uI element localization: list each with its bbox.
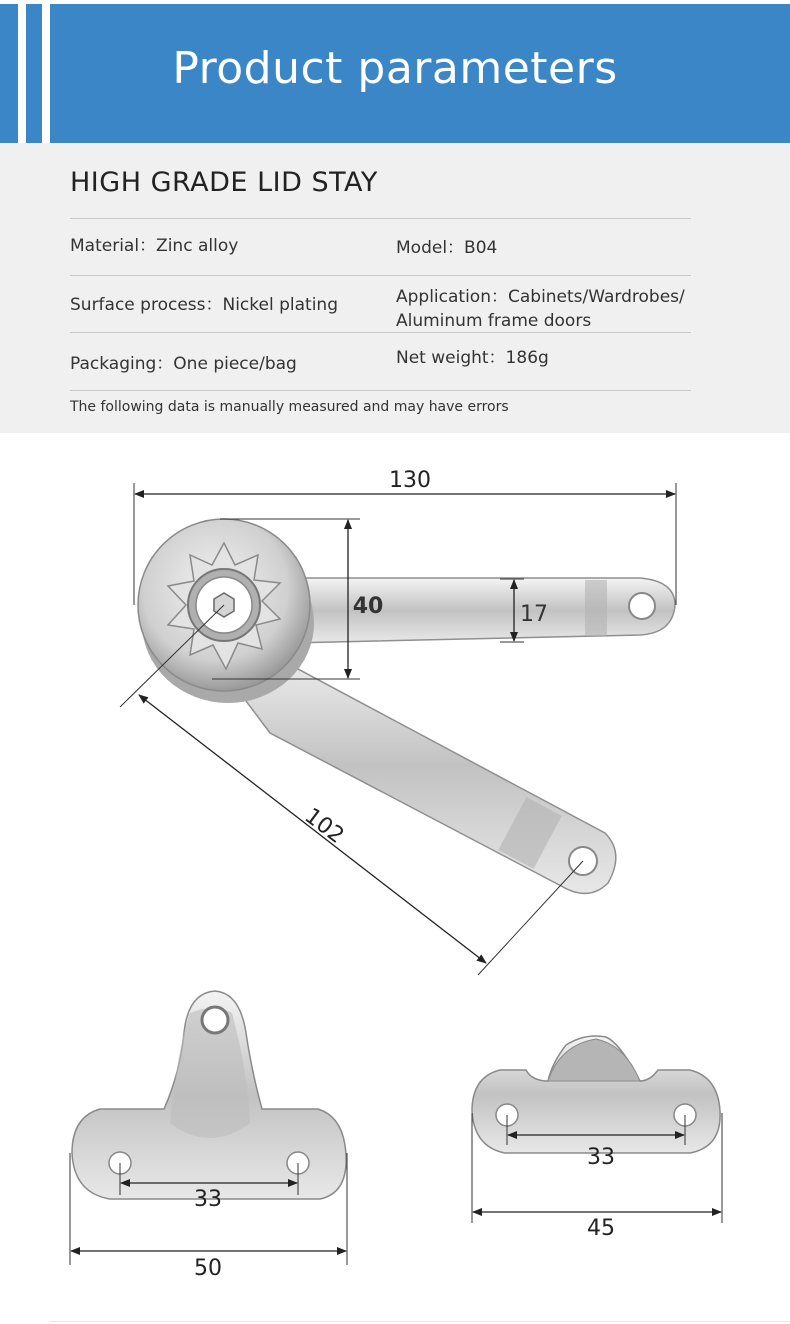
dim-arm-width: 17 (520, 602, 548, 627)
model-value: Model：B04 (396, 238, 498, 258)
divider (70, 218, 691, 219)
product-name: HIGH GRADE LID STAY (70, 167, 378, 198)
dim-right-hole-spacing: 33 (587, 1145, 615, 1170)
divider (70, 275, 691, 276)
surface-process-value: Surface process：Nickel plating (70, 295, 338, 315)
banner-top-strip (0, 0, 790, 4)
dimension-diagram (0, 433, 790, 1323)
lid-stay-hub (138, 519, 314, 703)
header-banner (0, 0, 790, 143)
dim-hub-diameter: 40 (352, 594, 384, 619)
application-value-line1: Application：Cabinets/Wardrobes/ (396, 287, 685, 307)
dim-arm-length: 102 (299, 803, 349, 849)
packaging-value: Packaging：One piece/bag (70, 354, 297, 374)
page-title: Product parameters (172, 43, 618, 94)
lid-stay-upper-arm (280, 578, 675, 643)
net-weight-value: Net weight：186g (396, 348, 549, 368)
measurement-note: The following data is manually measured and may have errors (70, 399, 509, 415)
material-value: Material：Zinc alloy (70, 236, 239, 256)
divider (70, 332, 691, 333)
left-mounting-bracket (72, 991, 346, 1199)
footer-divider (50, 1321, 790, 1322)
spec-table (0, 143, 790, 433)
dim-left-hole-spacing: 33 (194, 1187, 222, 1212)
application-value-line2: Aluminum frame doors (396, 311, 592, 331)
dim-left-bracket-width: 50 (194, 1256, 222, 1281)
dim-right-bracket-width: 45 (587, 1216, 615, 1241)
dim-overall-length: 130 (389, 468, 431, 493)
divider (70, 390, 691, 391)
